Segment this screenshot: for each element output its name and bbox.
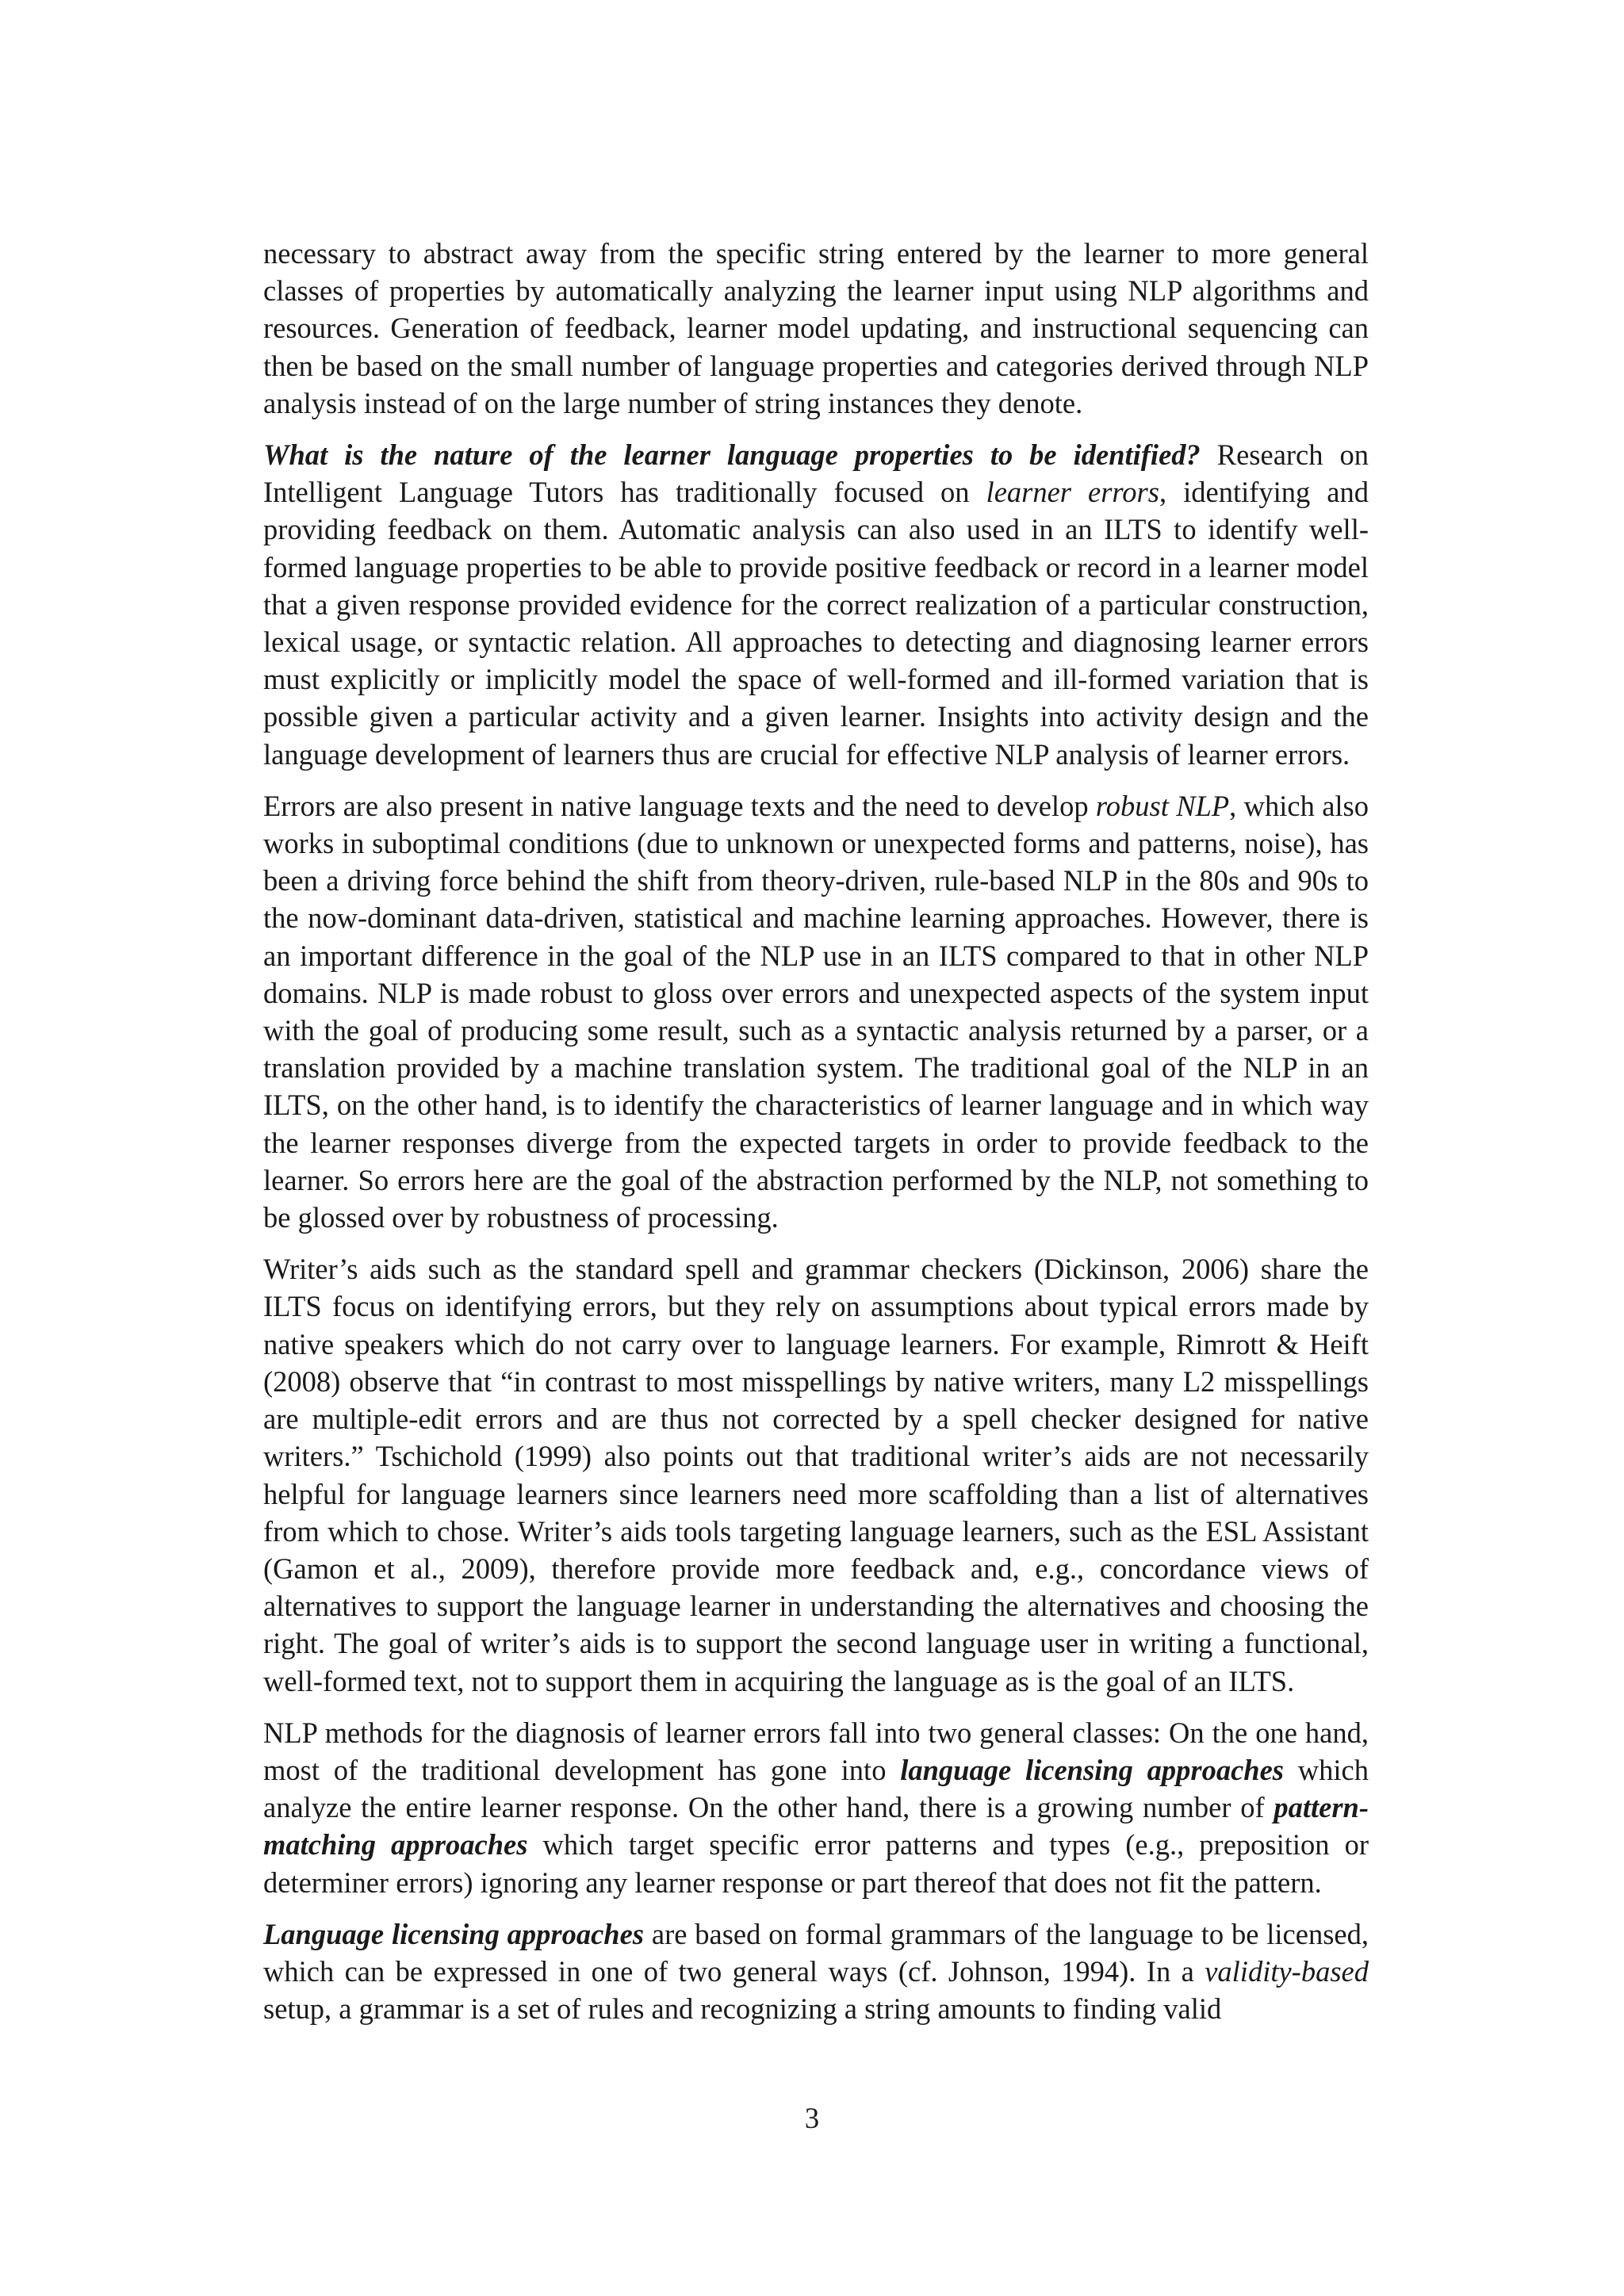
- text-span: Errors are also present in native language texts and the need to develop: [263, 789, 1096, 822]
- emphasis-term: learner errors: [986, 476, 1159, 509]
- text-span: which analyze the entire learner response. On the other hand, there is a growing number of: [263, 1753, 1369, 1824]
- text-span: setup, a grammar is a set of rules and recognizing a string amounts to finding valid: [263, 1992, 1222, 2026]
- paragraph-heading: What is the nature of the learner language properties to be identified?: [263, 438, 1201, 472]
- key-term: Language licensing approaches: [263, 1917, 645, 1950]
- paragraph-1: [263, 235, 1369, 422]
- paragraph-5: [263, 1714, 1369, 1901]
- text-span: NLP methods for the diagnosis of learner errors fall into two general classes: On the one hand, most of the traditional development has gone into: [263, 1716, 1369, 1786]
- text-span: Writer’s aids such as the standard spell and grammar checkers (Dickinson, 2006) share the ILTS focus on identifying errors, but they rely on assumptions about typical errors made by native speakers which do not carry over to language learners. For example, Rimrott & Heift (2008) observe that “in contrast to most misspellings by native writers, many L2 misspellings are multiple-edit errors and are thus not corrected by a spell checker designed for native writers.” Tschichold (1999) also points out that traditional writer’s aids are not necessarily helpful for language learners since learners need more scaffolding than a list of alternatives from which to chose. Writer’s aids tools targeting language learners, such as the ESL Assistant (Gamon et al., 2009), therefore provide more feedback and, e.g., concordance views of alternatives to support the language learner in understanding the alternatives and choosing the right. The goal of writer’s aids is to support the second language user in writing a functional, well-formed text, not to support them in acquiring the language as is the goal of an ILTS.: [263, 1253, 1369, 1697]
- key-term: pattern-matching approaches: [263, 1791, 1369, 1862]
- paragraph-4: [263, 1250, 1369, 1699]
- page-body: [263, 235, 1369, 2042]
- page-number: 3: [804, 2102, 820, 2134]
- paragraph-3: [263, 787, 1369, 1236]
- emphasis-term: robust NLP: [1095, 789, 1230, 822]
- key-term: language licensing approaches: [900, 1753, 1284, 1786]
- text-span: are based on formal grammars of the language to be licensed, which can be expressed in one of two general ways (cf. Johnson, 1994). In a: [263, 1917, 1369, 1988]
- text-span: , identifying and providing feedback on them. Automatic analysis can also used in an ILTS to identify well-formed language properties to be able to provide positive feedback or record in a learner model that a given response provided evidence for the correct realization of a particular construction, lexical usage, or syntactic relation. All approaches to detecting and diagnosing learner errors must explicitly or implicitly model the space of well-formed and ill-formed variation that is possible given a particular activity and a given learner. Insights into activity design and the language development of learners thus are crucial for effective NLP analysis of learner errors.: [263, 476, 1369, 771]
- paragraph-2: [263, 436, 1369, 773]
- text-span: which target specific error patterns and types (e.g., preposition or determiner errors) ignoring any learner response or part thereof that does not fit the pattern.: [263, 1828, 1369, 1899]
- text-span: Research on Intelligent Language Tutors has traditionally focused on: [263, 438, 1369, 509]
- text-span: necessary to abstract away from the specific string entered by the learner to more general classes of properties by automatically analyzing the learner input using NLP algorithms and resources. Generation of feedback, learner model updating, and instructional sequencing can then be based on the small number of language properties and categories derived through NLP analysis instead of on the large number of string instances they denote.: [263, 237, 1369, 419]
- text-span: , which also works in suboptimal conditions (due to unknown or unexpected forms and patterns, noise), has been a driving force behind the shift from theory-driven, rule-based NLP in the 80s and 90s to the now-dominant data-driven, statistical and machine learning approaches. However, there is an important difference in the goal of the NLP use in an ILTS compared to that in other NLP domains. NLP is made robust to gloss over errors and unexpected aspects of the system input with the goal of producing some result, such as a syntactic analysis returned by a parser, or a translation provided by a machine translation system. The traditional goal of the NLP in an ILTS, on the other hand, is to identify the characteristics of learner language and in which way the learner responses diverge from the expected targets in order to provide feedback to the learner. So errors here are the goal of the abstraction performed by the NLP, not something to be glossed over by robustness of processing.: [263, 789, 1369, 1234]
- paragraph-6: [263, 1915, 1369, 2028]
- emphasis-term: validity-based: [1205, 1954, 1369, 1988]
